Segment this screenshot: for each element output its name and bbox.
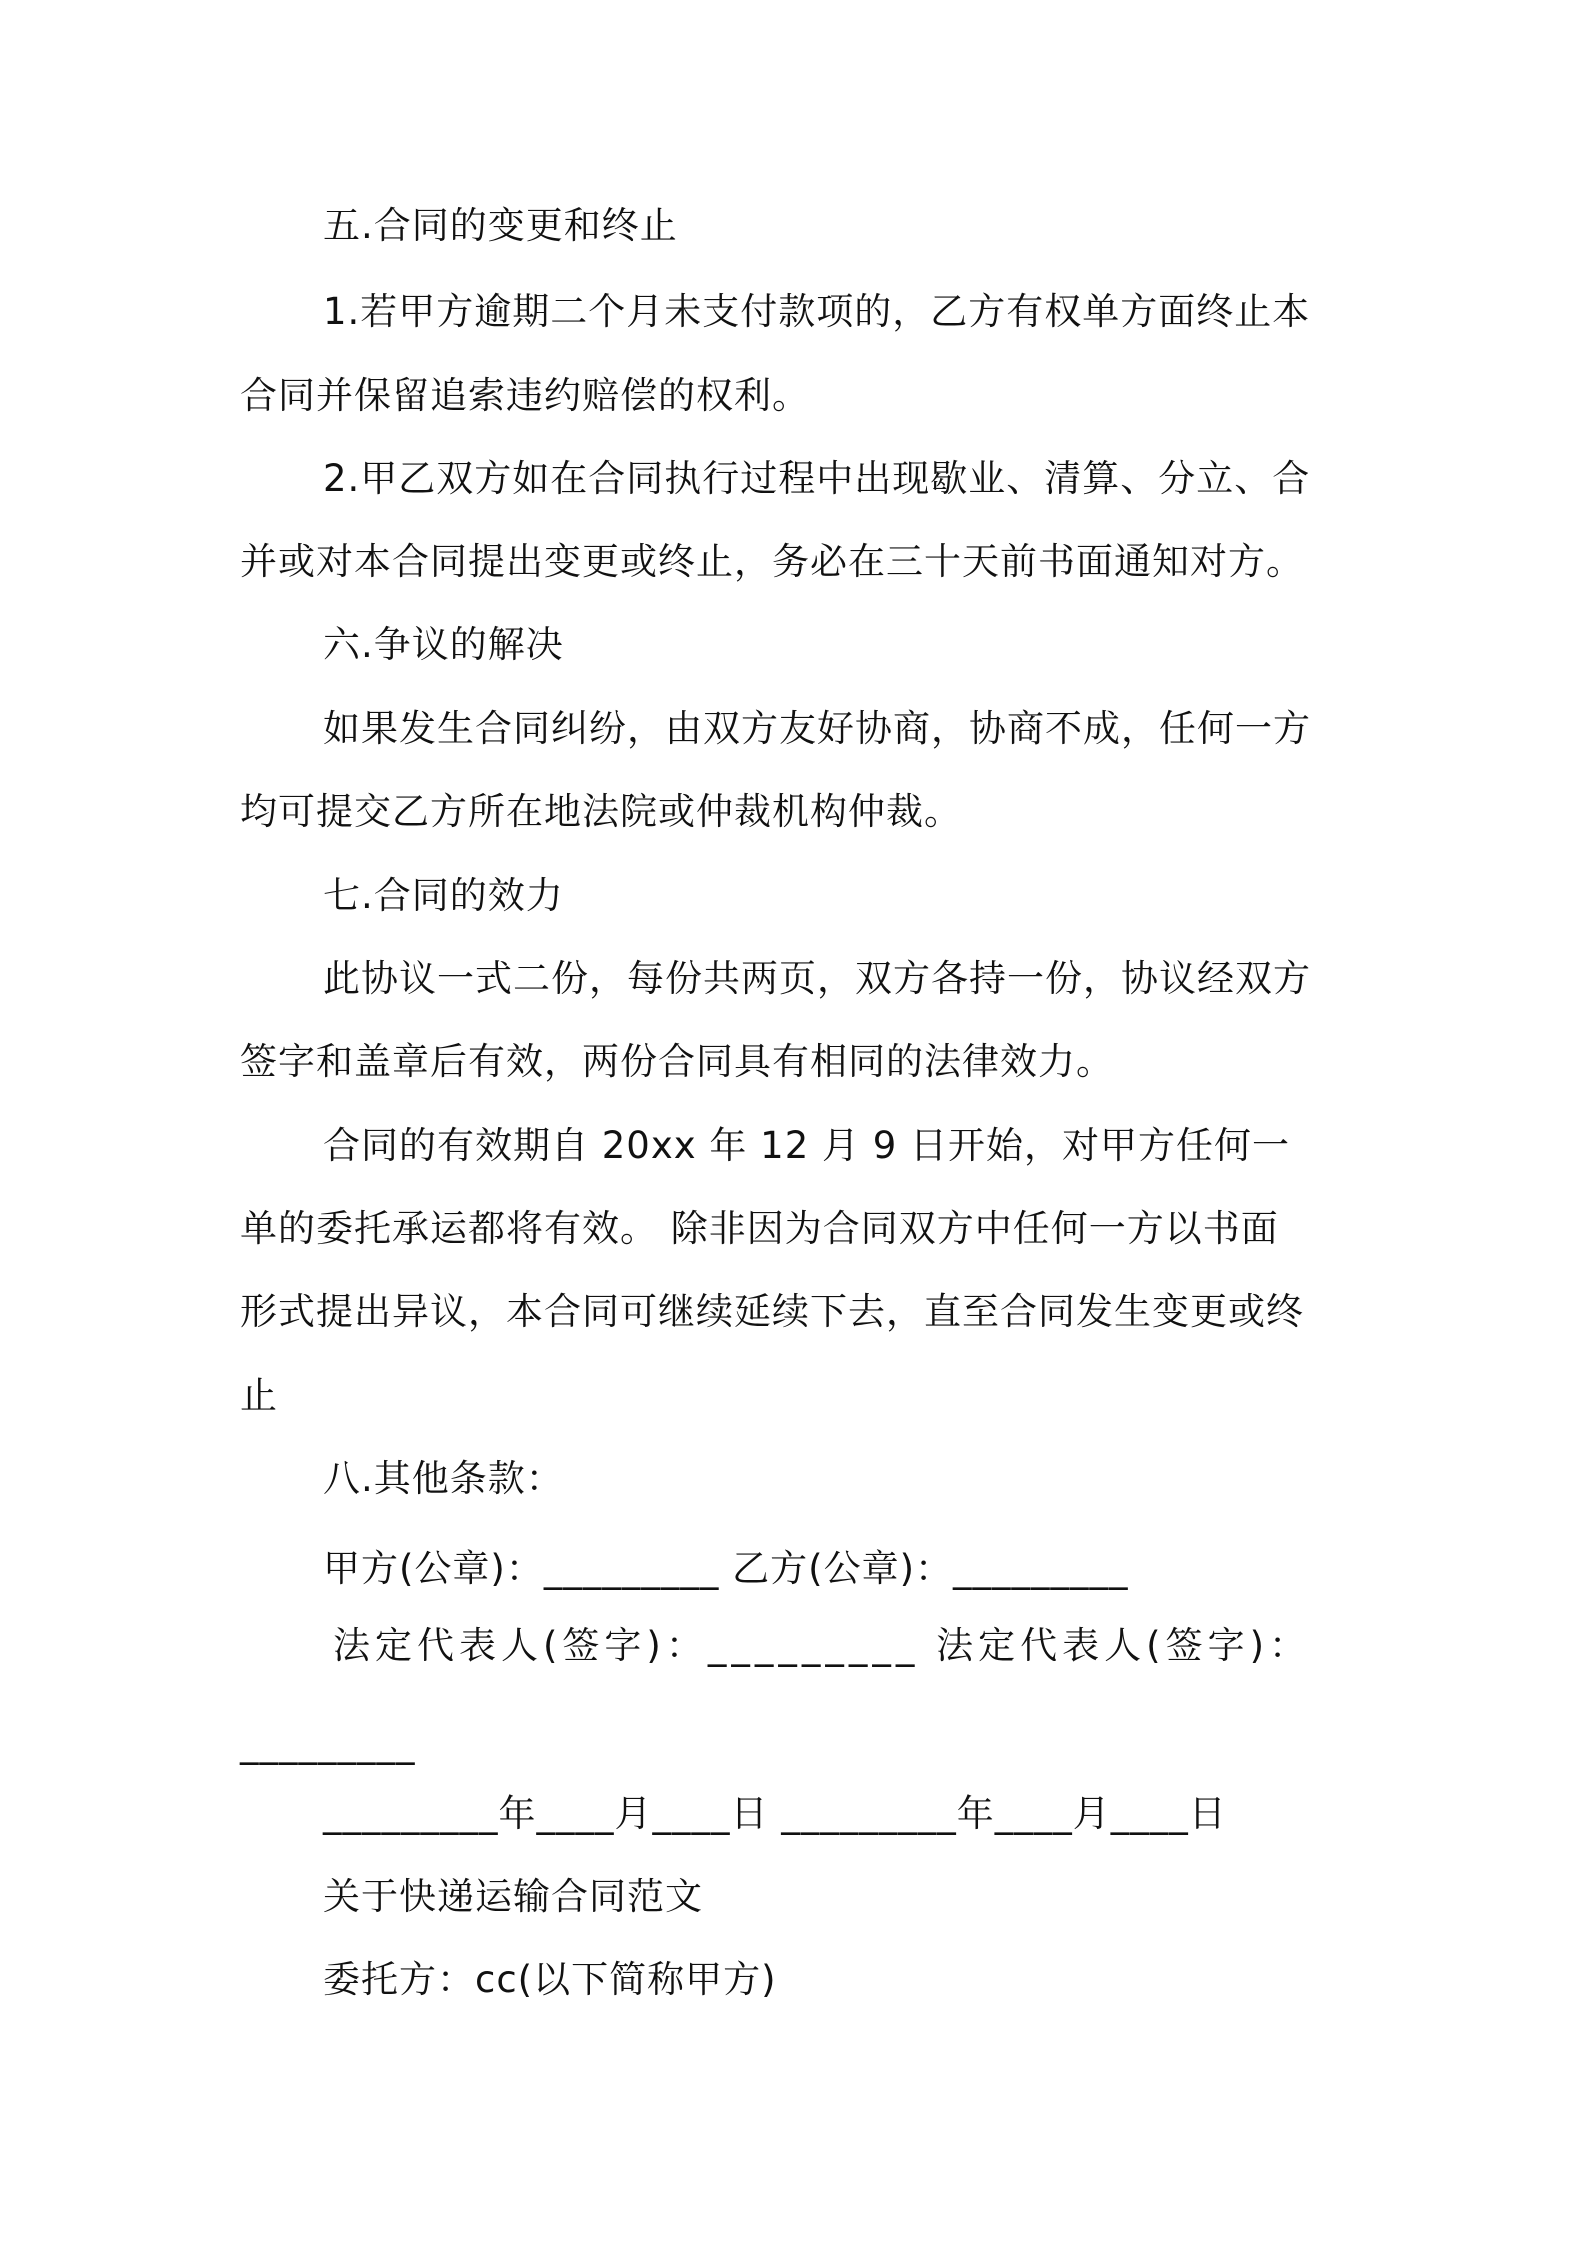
paragraph-line: 合同的有效期自 20xx 年 12 月 9 日开始，对甲方任何一 [323,1124,1291,1167]
section-8-heading: 八.其他条款： [323,1457,564,1500]
paragraph-line: 形式提出异议，本合同可继续延续下去，直至合同发生变更或终 [240,1290,1304,1333]
next-document-party-line: 委托方：cc(以下简称甲方) [323,1958,777,2001]
paragraph-line: 签字和盖章后有效，两份合同具有相同的法律效力。 [240,1040,1114,1083]
signature-date-line: _________年____月____日 _________年____月____日 [323,1792,1227,1835]
paragraph-line: 止 [240,1374,278,1417]
signature-representative-line: 法定代表人(签字)：_________ 法定代表人(签字)： [333,1624,1312,1667]
paragraph-line: 1.若甲方逾期二个月未支付款项的，乙方有权单方面终止本 [323,290,1311,333]
paragraph-line: 并或对本合同提出变更或终止，务必在三十天前书面通知对方。 [240,540,1304,583]
signature-seal-line: 甲方(公章)：_________ 乙方(公章)：_________ [323,1547,1129,1590]
paragraph-line: 合同并保留追索违约赔偿的权利。 [240,374,810,417]
paragraph-line: 此协议一式二份，每份共两页，双方各持一份，协议经双方 [323,957,1311,1000]
paragraph-line: 均可提交乙方所在地法院或仲裁机构仲裁。 [240,790,962,833]
paragraph-line: 如果发生合同纠纷，由双方友好协商，协商不成，任何一方 [323,707,1311,750]
signature-blank-line: _________ [240,1722,416,1765]
section-6-heading: 六.争议的解决 [323,623,564,666]
section-5-heading: 五.合同的变更和终止 [323,204,678,247]
paragraph-line: 单的委托承运都将有效。 除非因为合同双方中任何一方以书面 [240,1207,1279,1250]
paragraph-line: 2.甲乙双方如在合同执行过程中出现歇业、清算、分立、合 [323,457,1311,500]
next-document-title: 关于快递运输合同范文 [323,1875,703,1918]
section-7-heading: 七.合同的效力 [323,874,564,917]
